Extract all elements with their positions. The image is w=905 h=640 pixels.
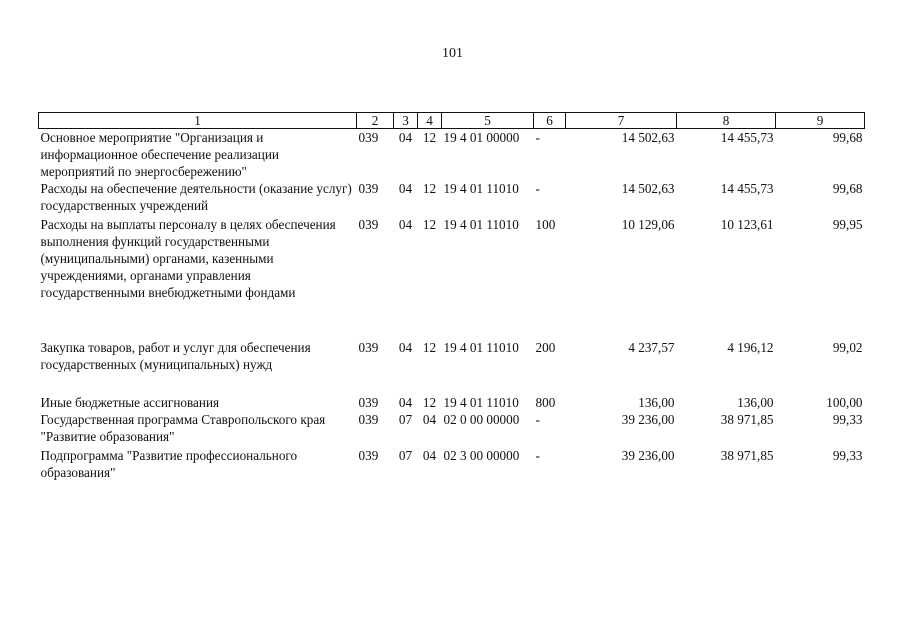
row-code-2: 039 bbox=[358, 340, 379, 355]
table-row bbox=[39, 180, 865, 216]
row-value-9: 100,00 bbox=[826, 395, 863, 410]
row-value-7: 4 237,57 bbox=[628, 340, 675, 355]
column-header: 4 bbox=[418, 113, 442, 129]
row-code-3: 04 bbox=[398, 340, 413, 355]
row-name: Подпрограмма "Развитие профессионального образования" bbox=[40, 448, 298, 480]
row-code-6: 200 bbox=[535, 340, 556, 355]
row-code-2: 039 bbox=[358, 181, 379, 196]
row-code-3: 07 bbox=[398, 448, 413, 463]
row-value-8: 136,00 bbox=[737, 395, 774, 410]
budget-table bbox=[38, 112, 865, 481]
row-code-4: 12 bbox=[422, 130, 437, 145]
row-name: Государственная программа Ставропольского края "Развитие образования" bbox=[40, 412, 326, 444]
row-value-9: 99,02 bbox=[832, 340, 863, 355]
row-code-2: 039 bbox=[358, 130, 379, 145]
row-value-7: 136,00 bbox=[638, 395, 675, 410]
row-code-5: 19 4 01 11010 bbox=[443, 181, 519, 196]
column-header: 6 bbox=[534, 113, 566, 129]
row-code-3: 04 bbox=[398, 130, 413, 145]
row-value-7: 39 236,00 bbox=[621, 448, 675, 463]
row-name: Основное мероприятие "Организация и информационное обеспечение реализации мероприятий по энергосбережению" bbox=[40, 130, 279, 179]
column-header: 3 bbox=[394, 113, 418, 129]
row-code-2: 039 bbox=[358, 217, 379, 232]
row-code-6: - bbox=[535, 448, 540, 463]
row-name: Расходы на обеспечение деятельности (оказание услуг) государственных учреждений bbox=[40, 181, 352, 213]
table-row bbox=[39, 339, 865, 394]
column-header: 2 bbox=[357, 113, 394, 129]
table-row bbox=[39, 216, 865, 339]
row-code-6: 100 bbox=[535, 217, 556, 232]
row-value-8: 14 455,73 bbox=[720, 181, 774, 196]
row-value-8: 38 971,85 bbox=[720, 412, 774, 427]
row-name: Иные бюджетные ассигнования bbox=[40, 395, 220, 410]
row-code-2: 039 bbox=[358, 448, 379, 463]
row-value-9: 99,33 bbox=[832, 448, 863, 463]
table-row bbox=[39, 411, 865, 447]
row-code-5: 19 4 01 00000 bbox=[443, 130, 520, 145]
page-number: 101 bbox=[442, 46, 463, 61]
row-code-4: 04 bbox=[422, 448, 437, 463]
row-code-6: - bbox=[535, 130, 540, 145]
row-name: Закупка товаров, работ и услуг для обеспечения государственных (муниципальных) нужд bbox=[40, 340, 311, 372]
column-header: 8 bbox=[677, 113, 776, 129]
row-value-9: 99,33 bbox=[832, 412, 863, 427]
row-code-5: 19 4 01 11010 bbox=[443, 217, 519, 232]
row-value-9: 99,95 bbox=[832, 217, 863, 232]
row-value-8: 10 123,61 bbox=[720, 217, 774, 232]
row-code-4: 04 bbox=[422, 412, 437, 427]
column-header: 9 bbox=[776, 113, 865, 129]
row-code-6: 800 bbox=[535, 395, 556, 410]
row-code-3: 04 bbox=[398, 181, 413, 196]
table-row bbox=[39, 394, 865, 411]
row-code-3: 04 bbox=[398, 395, 413, 410]
row-value-7: 14 502,63 bbox=[621, 181, 675, 196]
row-code-4: 12 bbox=[422, 395, 437, 410]
table-row bbox=[39, 447, 865, 481]
row-code-5: 19 4 01 11010 bbox=[443, 340, 519, 355]
row-code-4: 12 bbox=[422, 340, 437, 355]
row-name: Расходы на выплаты персоналу в целях обеспечения выполнения функций государственными (муниципальными) органами, казенными учреждениями, органами управления государственными внебюджетными фондами bbox=[40, 217, 336, 300]
row-code-5: 02 0 00 00000 bbox=[443, 412, 520, 427]
row-code-3: 04 bbox=[398, 217, 413, 232]
column-header: 7 bbox=[566, 113, 677, 129]
row-code-4: 12 bbox=[422, 181, 437, 196]
row-code-2: 039 bbox=[358, 412, 379, 427]
row-value-9: 99,68 bbox=[832, 181, 863, 196]
row-value-8: 14 455,73 bbox=[720, 130, 774, 145]
column-header: 5 bbox=[442, 113, 534, 129]
row-value-7: 14 502,63 bbox=[621, 130, 675, 145]
row-code-3: 07 bbox=[398, 412, 413, 427]
row-code-2: 039 bbox=[358, 395, 379, 410]
row-code-5: 19 4 01 11010 bbox=[443, 395, 519, 410]
row-code-6: - bbox=[535, 181, 540, 196]
row-value-9: 99,68 bbox=[832, 130, 863, 145]
row-code-4: 12 bbox=[422, 217, 437, 232]
row-value-8: 4 196,12 bbox=[727, 340, 774, 355]
column-header: 1 bbox=[39, 113, 357, 129]
row-code-6: - bbox=[535, 412, 540, 427]
column-number-header bbox=[39, 113, 865, 129]
row-code-5: 02 3 00 00000 bbox=[443, 448, 520, 463]
row-value-7: 39 236,00 bbox=[621, 412, 675, 427]
row-value-7: 10 129,06 bbox=[621, 217, 675, 232]
table-row bbox=[39, 129, 865, 181]
row-value-8: 38 971,85 bbox=[720, 448, 774, 463]
